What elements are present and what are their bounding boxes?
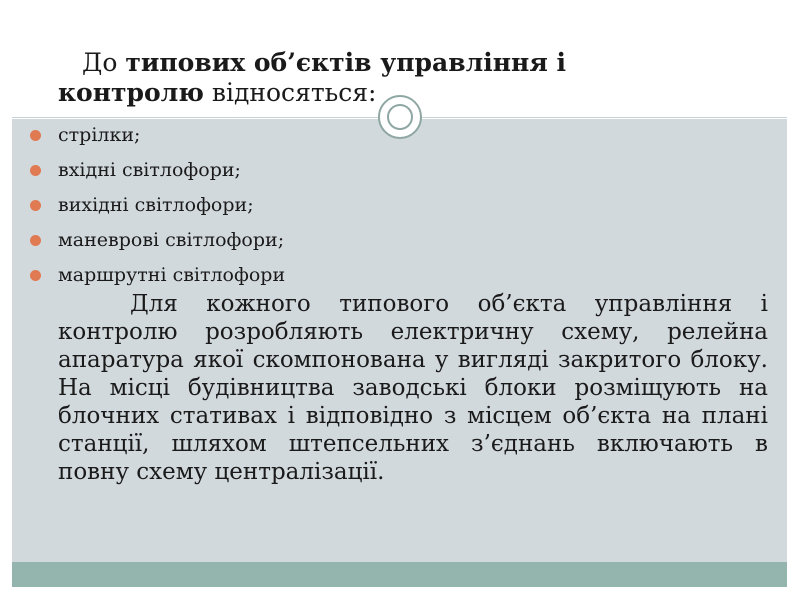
bullet-dot-icon	[30, 235, 41, 246]
bullet-text: вихідні світлофори;	[58, 194, 254, 216]
bullet-text: стрілки;	[58, 124, 141, 146]
bullet-dot-icon	[30, 200, 41, 211]
heading-suffix: відносяться:	[203, 78, 377, 107]
bullet-text: маневрові світлофори;	[58, 229, 285, 251]
bullet-item	[28, 188, 285, 223]
heading-prefix: До	[82, 48, 126, 77]
bullet-dot-icon	[30, 130, 41, 141]
body-paragraph: Для кожного типового об’єкта управління і контролю розробляють електричну схему, релейна апаратура якої скомпонована у вигляді закритого блоку. На місці будівництва заводські блоки розміщують на блочних стативах і відповідно з місцем об’єкта на плані станції, шляхом штепсельних з’єднань включають в повну схему централізації.	[58, 291, 768, 485]
bullet-dot-icon	[30, 165, 41, 176]
bullet-text: маршрутні світлофори	[58, 264, 286, 286]
bullet-list	[28, 118, 285, 293]
bullet-item	[28, 258, 285, 293]
bullet-item	[28, 118, 285, 153]
bullet-text: вхідні світлофори;	[58, 159, 241, 181]
bullet-item	[28, 153, 285, 188]
slide-heading	[58, 48, 698, 108]
heading-bold-text: типових об’єктів управління і контролю	[58, 48, 566, 107]
slide-footer-strip	[12, 562, 787, 587]
bullet-dot-icon	[30, 270, 41, 281]
bullet-item	[28, 223, 285, 258]
